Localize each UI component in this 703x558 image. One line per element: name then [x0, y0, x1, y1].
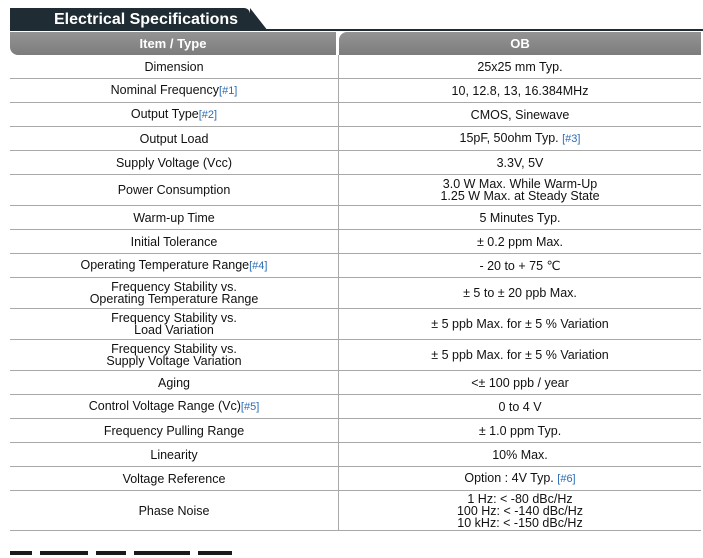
electrical-specifications-table [10, 32, 701, 531]
table-row [10, 55, 701, 79]
spec-item-label: Phase Noise [138, 503, 210, 518]
spec-item-label: Nominal Frequency [110, 83, 220, 97]
table-row [10, 371, 701, 395]
spec-value-line: 25x25 mm Typ. [477, 59, 563, 74]
spec-item-label-line: Load Variation [134, 323, 214, 337]
table-row [10, 79, 701, 103]
table-row [10, 175, 701, 206]
table-row [10, 103, 701, 127]
table-row [10, 206, 701, 230]
spec-value-cell [339, 55, 701, 79]
spec-item-cell [10, 340, 339, 371]
spec-item-cell [10, 419, 339, 443]
spec-item-label: Operating Temperature Range [80, 258, 250, 272]
spec-item-label: Dimension [144, 59, 204, 74]
spec-item-label-line: Operating Temperature Range [89, 292, 259, 306]
section-title: Electrical Specifications [54, 11, 239, 28]
table-row [10, 443, 701, 467]
spec-value-cell [339, 175, 701, 206]
spec-item-cell [10, 467, 339, 491]
spec-item-cell [10, 491, 339, 531]
spec-item-label-line: Frequency Stability vs. [111, 311, 237, 325]
table-row [10, 309, 701, 340]
spec-value-cell [339, 340, 701, 371]
spec-item-cell [10, 55, 339, 79]
spec-item-cell [10, 127, 339, 151]
table-row [10, 278, 701, 309]
spec-value-line: 10% Max. [492, 447, 548, 462]
spec-value-line: 0 to 4 V [498, 399, 542, 414]
spec-value-line: ± 1.0 ppm Typ. [478, 423, 562, 438]
spec-item-label: Power Consumption [117, 183, 231, 197]
spec-value-line: 10 kHz: < -150 dBc/Hz [457, 515, 583, 530]
title-underline [250, 29, 703, 31]
spec-item-cell [10, 278, 339, 309]
spec-value-cell [339, 151, 701, 175]
spec-value-line: 10, 12.8, 13, 16.384MHz [451, 83, 589, 98]
table-row [10, 127, 701, 151]
spec-item-label: Aging [158, 375, 190, 390]
spec-value-line: 5 Minutes Typ. [479, 210, 561, 225]
spec-value-cell [339, 443, 701, 467]
footnote-reference: [#3] [562, 133, 581, 145]
spec-value-cell [339, 309, 701, 340]
table-body [10, 55, 701, 531]
spec-value-line: 3.0 W Max. While Warm-Up [442, 177, 598, 191]
footnote-reference: [#2] [198, 109, 218, 121]
spec-item-label-line: Frequency Stability vs. [111, 342, 237, 356]
spec-item-cell [10, 206, 339, 230]
spec-item-label: Control Voltage Range (Vc) [88, 399, 241, 413]
spec-item-label: Output Load [139, 131, 209, 146]
spec-value-cell [339, 371, 701, 395]
spec-value-line: ± 0.2 ppm Max. [476, 234, 564, 249]
table-row [10, 254, 701, 278]
header-ob: OB [339, 32, 701, 55]
spec-item-cell [10, 151, 339, 175]
spec-value-cell [339, 254, 701, 278]
footnote-reference: [#4] [249, 260, 268, 272]
spec-item-cell [10, 443, 339, 467]
spec-value-line: 3.3V, 5V [496, 155, 544, 170]
spec-item-cell [10, 175, 339, 206]
spec-value-cell [339, 278, 701, 309]
table-header-row [10, 32, 701, 55]
spec-item-label: Voltage Reference [122, 471, 226, 486]
spec-value-cell [339, 230, 701, 254]
spec-item-label: Linearity [150, 447, 198, 462]
spec-value-line: 1.25 W Max. at Steady State [440, 189, 600, 203]
spec-value-line: 100 Hz: < -140 dBc/Hz [456, 503, 584, 518]
spec-value-line: CMOS, Sinewave [470, 107, 570, 122]
spec-item-label: Warm-up Time [133, 210, 215, 225]
spec-value-cell [339, 419, 701, 443]
spec-value-line: - 20 to + 75 ℃ [479, 258, 561, 273]
spec-item-label: Frequency Pulling Range [103, 423, 245, 438]
table-row [10, 340, 701, 371]
spec-item-cell [10, 371, 339, 395]
spec-value-line: ± 5 to ± 20 ppb Max. [463, 286, 577, 300]
footnote-reference: [#1] [219, 85, 238, 97]
spec-value-line: <± 100 ppb / year [471, 375, 569, 390]
table-row [10, 491, 701, 531]
table-row [10, 395, 701, 419]
spec-value-cell [339, 206, 701, 230]
spec-value-line: ± 5 ppb Max. for ± 5 % Variation [431, 317, 609, 331]
spec-item-cell [10, 254, 339, 278]
spec-value-cell [339, 491, 701, 531]
spec-item-cell [10, 230, 339, 254]
spec-value-cell [339, 103, 701, 127]
spec-item-label-line: Supply Voltage Variation [106, 354, 242, 368]
table-row [10, 151, 701, 175]
spec-value-line: Option : 4V Typ. [464, 471, 554, 485]
spec-item-label: Initial Tolerance [130, 234, 218, 249]
table-row [10, 419, 701, 443]
spec-value-line: 1 Hz: < -80 dBc/Hz [467, 491, 573, 506]
spec-value-line: 15pF, 50ohm Typ. [459, 131, 559, 145]
spec-value-cell [339, 127, 701, 151]
spec-value-cell [339, 395, 701, 419]
spec-value-cell [339, 467, 701, 491]
header-item-type: Item / Type [10, 32, 336, 55]
spec-item-cell [10, 309, 339, 340]
spec-item-cell [10, 103, 339, 127]
footnote-reference: [#5] [240, 401, 260, 413]
spec-item-label: Supply Voltage (Vcc) [115, 155, 233, 170]
spec-value-cell [339, 79, 701, 103]
spec-item-label-line: Frequency Stability vs. [111, 280, 237, 294]
spec-item-cell [10, 79, 339, 103]
spec-value-line: ± 5 ppb Max. for ± 5 % Variation [431, 348, 609, 362]
spec-item-label: Output Type [130, 107, 199, 121]
spec-item-cell [10, 395, 339, 419]
table-row [10, 230, 701, 254]
footnote-reference: [#6] [557, 473, 576, 485]
table-row [10, 467, 701, 491]
footnote-text-cut-off [10, 551, 290, 558]
